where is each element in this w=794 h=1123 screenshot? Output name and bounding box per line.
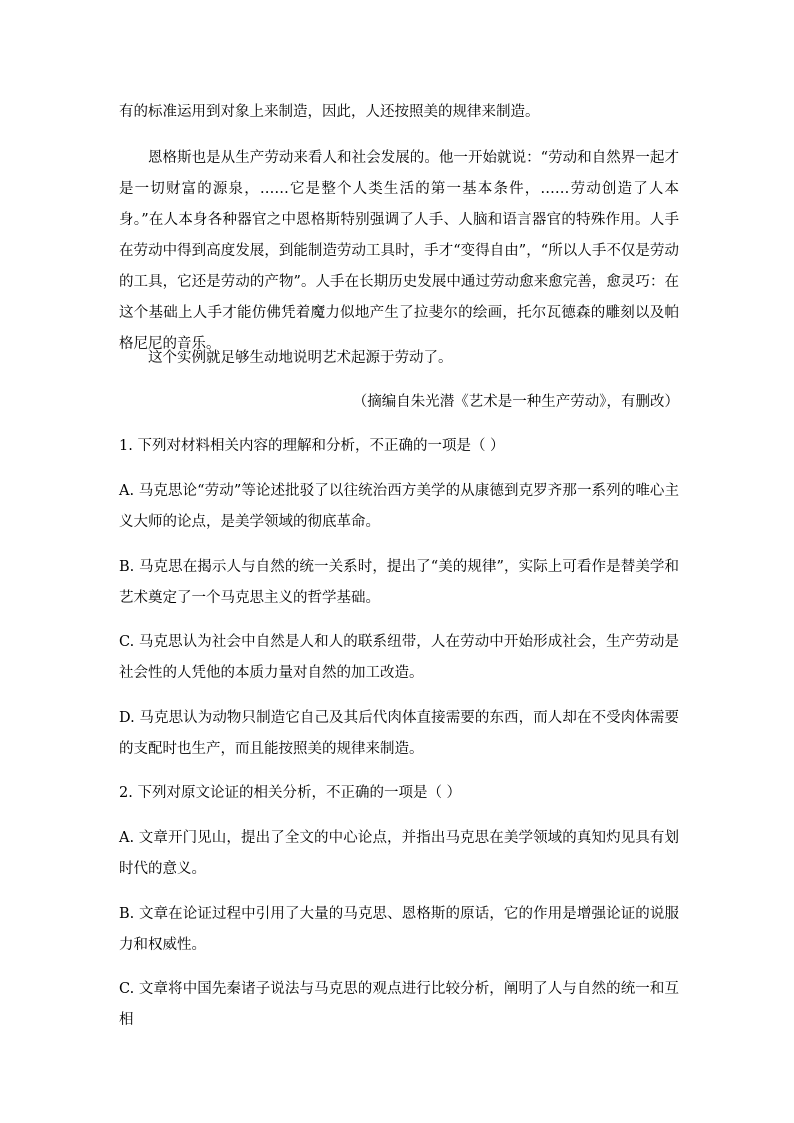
question-2-option-c: C. 文章将中国先秦诸子说法与马克思的观点进行比较分析，阐明了人与自然的统一和互相 [119,981,679,1028]
question-1-option-d: D. 马克思认为动物只制造它自己及其后代肉体直接需要的东西，而人却在不受肉体需要的支配时也生产，而且能按照美的规律来制造。 [119,710,679,757]
question-2-option-b: B. 文章在论证过程中引用了大量的马克思、恩格斯的原话，它的作用是增强论证的说服力和权威性。 [119,906,679,953]
question-1-stem: 1. 下列对材料相关内容的理解和分析，不正确的一项是（ ） [119,438,505,454]
question-1-option-c: C. 马克思认为社会中自然是人和人的联系纽带，人在劳动中开始形成社会，生产劳动是社会性的人凭他的本质力量对自然的加工改造。 [119,634,679,681]
passage-paragraph-1: 有的标准运用到对象上来制造，因此，人还按照美的规律来制造。 [119,104,540,120]
passage-paragraph-2: 恩格斯也是从生产劳动来看人和社会发展的。他一开始就说：“劳动和自然界一起才是一切财富的源泉，……它是整个人类生活的第一基本条件，……劳动创造了人本身。”在人本身各种器官之中恩格斯特别强调了人手、人脑和语言器官的特殊作用。人手在劳动中得到高度发展，到能制造劳动工具时，手才“变得自由”，“所以人手不仅是劳动的工具，它还是劳动的产物”。人手在长期历史发展中通过劳动愈来愈完善，愈灵巧：在这个基础上人手才能仿佛凭着魔力似地产生了拉斐尔的绘画，托尔瓦德森的雕刻以及帕格尼尼的音乐。 [119,150,679,352]
question-1-option-b: B. 马克思在揭示人与自然的统一关系时，提出了“美的规律”，实际上可看作是替美学和艺术奠定了一个马克思主义的哲学基础。 [119,559,679,606]
question-2-stem: 2. 下列对原文论证的相关分析，不正确的一项是（ ） [119,785,462,801]
passage-paragraph-3: 这个实例就足够生动地说明艺术起源于劳动了。 [148,350,453,366]
source-citation: （摘编自朱光潜《艺术是一种生产劳动》，有删改） [352,394,679,410]
question-1-option-a: A. 马克思论“劳动”等论述批驳了以往统治西方美学的从康德到克罗齐那一系列的唯心主义大师的论点，是美学领域的彻底革命。 [119,483,679,530]
question-2-option-a: A. 文章开门见山，提出了全文的中心论点，并指出马克思在美学领域的真知灼见具有划时代的意义。 [119,830,679,877]
